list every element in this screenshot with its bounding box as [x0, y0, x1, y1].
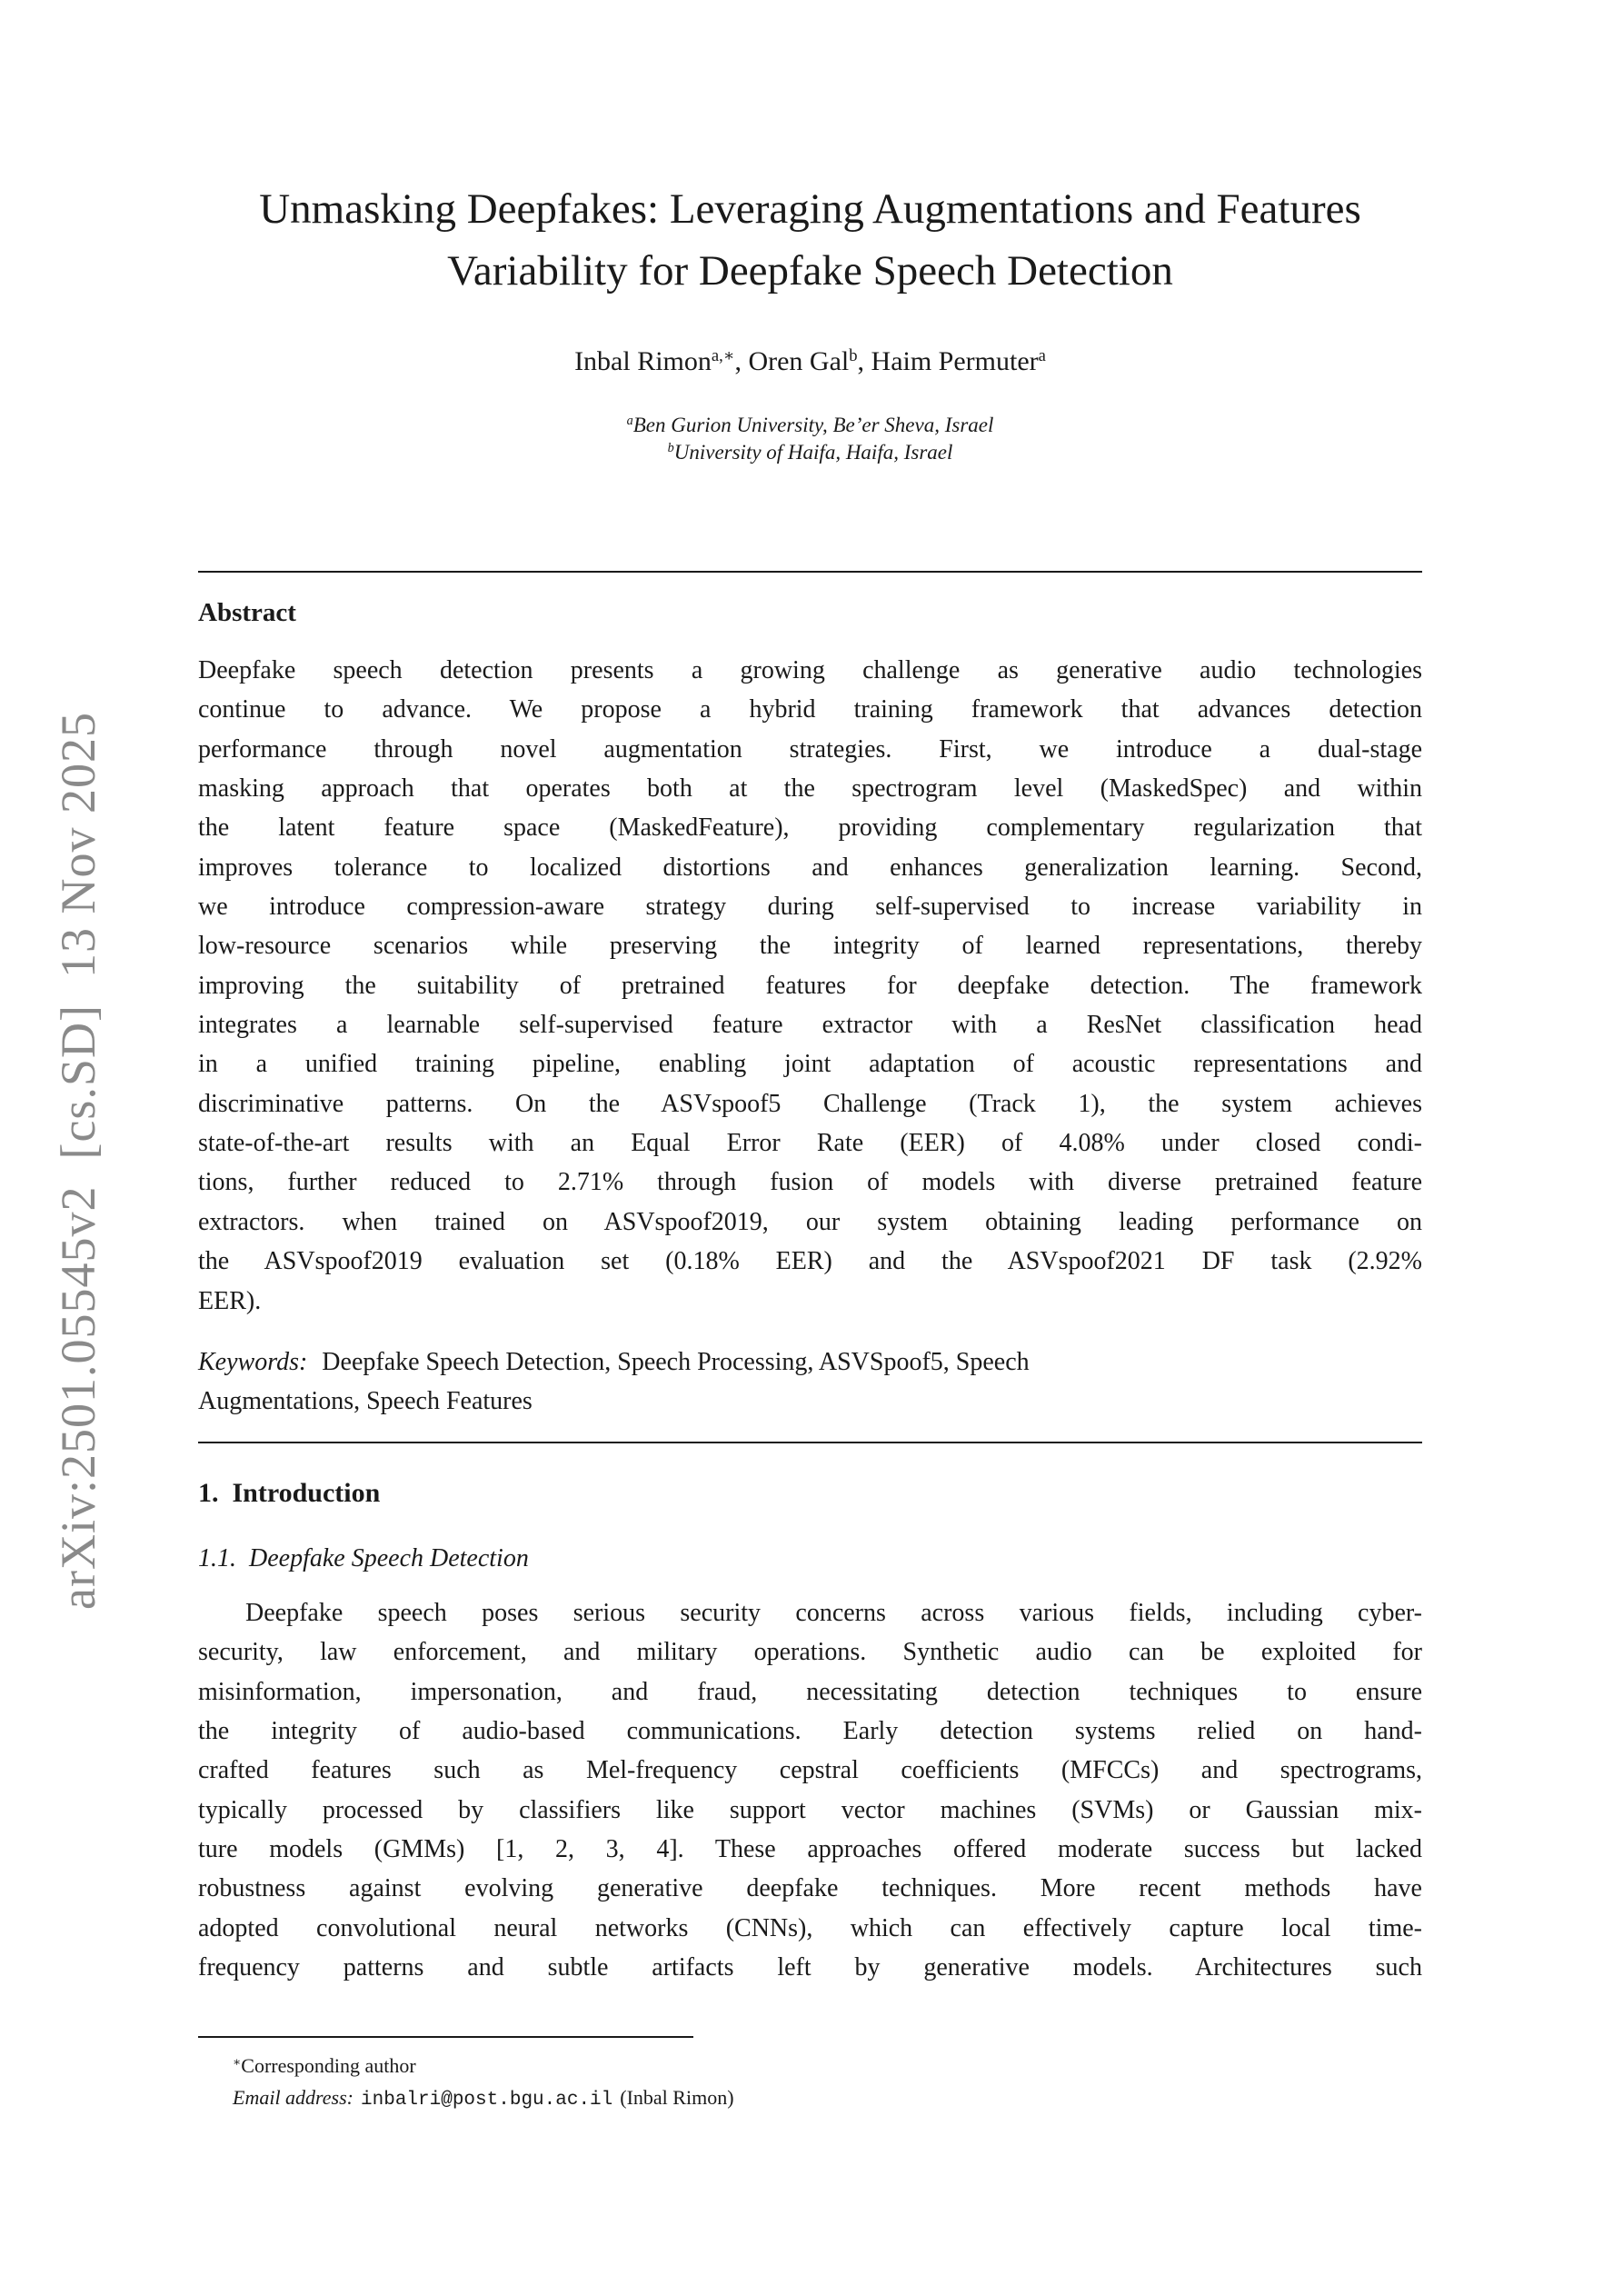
paper-title — [198, 178, 1422, 302]
paper-title-line1: Unmasking Deepfakes: Leveraging Augmentations and Features — [259, 185, 1361, 233]
author-name: , Oren Gal — [734, 346, 850, 376]
email-label: Email address: — [233, 2086, 354, 2109]
affiliation-text: Ben Gurion University, Be’er Sheva, Israel — [632, 414, 994, 436]
intro-line: the integrity of audio-based communications. Early detection systems relied on hand- — [198, 1717, 1422, 1746]
email-suffix: (Inbal Rimon) — [620, 2086, 734, 2109]
intro-line: frequency patterns and subtle artifacts left by generative models. Architectures such — [198, 1953, 1422, 1982]
keywords-block — [198, 1343, 1422, 1422]
abstract-line: state-of-the-art results with an Equal Error Rate (EER) of 4.08% under closed condi- — [198, 1129, 1422, 1158]
abstract-heading: Abstract — [198, 598, 296, 627]
affiliation-a — [198, 412, 1422, 439]
affiliation-superscript: b — [667, 441, 674, 456]
intro-line: robustness against evolving generative deepfake techniques. More recent methods have — [198, 1874, 1422, 1903]
abstract-body — [198, 651, 1422, 1321]
abstract-top-rule — [198, 571, 1422, 573]
email-address: inbalri@post.bgu.ac.il — [361, 2090, 613, 2111]
footnote-text: Corresponding author — [241, 2054, 416, 2077]
intro-line: adopted convolutional neural networks (CNNs), which can effectively capture local time- — [198, 1913, 1422, 1942]
keywords-label: Keywords: — [198, 1348, 308, 1376]
keywords-bottom-rule — [198, 1442, 1422, 1443]
author-superscript: a,∗ — [711, 345, 735, 365]
keywords-text: Deepfake Speech Detection, Speech Processing, ASVSpoof5, Speech — [322, 1348, 1030, 1376]
footnote-rule — [198, 2036, 693, 2038]
affiliation-superscript: a — [626, 414, 633, 429]
intro-line: typically processed by classifiers like support vector machines (SVMs) or Gaussian mix- — [198, 1795, 1422, 1824]
abstract-line: extractors. when trained on ASVspoof2019, our system obtaining leading performance on — [198, 1207, 1422, 1236]
section-heading-introduction: 1. Introduction — [198, 1478, 381, 1508]
footnote-marker: ∗ — [233, 2054, 242, 2069]
footnote-block — [198, 2050, 1422, 2113]
abstract-line: the latent feature space (MaskedFeature), providing complementary regularization that — [198, 814, 1422, 843]
affiliation-b — [198, 439, 1422, 466]
intro-line: Deepfake speech poses serious security concerns across various fields, including cyber- — [245, 1599, 1422, 1627]
abstract-line: we introduce compression-aware strategy during self-supervised to increase variability in — [198, 893, 1422, 922]
abstract-line: tions, further reduced to 2.71% through fusion of models with diverse pretrained feature — [198, 1168, 1422, 1197]
intro-line: security, law enforcement, and military operations. Synthetic audio can be exploited for — [198, 1638, 1422, 1667]
footnote-corresponding-author — [198, 2050, 1422, 2081]
abstract-line: the ASVspoof2019 evaluation set (0.18% EER) and the ASVspoof2021 DF task (2.92% — [198, 1247, 1422, 1276]
footnote-email — [198, 2081, 1422, 2113]
author-superscript: b — [849, 345, 858, 365]
paper-title-line2: Variability for Deepfake Speech Detection — [447, 247, 1173, 294]
affiliation-text: University of Haifa, Haifa, Israel — [673, 441, 953, 464]
abstract-line: in a unified training pipeline, enabling joint adaptation of acoustic representations and — [198, 1050, 1422, 1079]
abstract-line: discriminative patterns. On the ASVspoof5 Challenge (Track 1), the system achieves — [198, 1089, 1422, 1118]
abstract-line: EER). — [198, 1286, 262, 1315]
author-name: Inbal Rimon — [574, 346, 712, 376]
abstract-line: integrates a learnable self-supervised feature extractor with a ResNet classification head — [198, 1011, 1422, 1040]
intro-paragraph — [198, 1593, 1422, 1987]
intro-line: misinformation, impersonation, and fraud, necessitating detection techniques to ensure — [198, 1677, 1422, 1706]
intro-line: crafted features such as Mel-frequency cepstral coefficients (MFCCs) and spectrograms, — [198, 1756, 1422, 1785]
affiliations-block — [198, 412, 1422, 466]
author-name: , Haim Permuter — [857, 346, 1039, 376]
abstract-line: improving the suitability of pretrained features for deepfake detection. The framework — [198, 971, 1422, 1000]
keywords-line — [198, 1343, 1422, 1382]
abstract-line: continue to advance. We propose a hybrid training framework that advances detection — [198, 695, 1422, 724]
abstract-line: improves tolerance to localized distortions and enhances generalization learning. Second, — [198, 853, 1422, 882]
abstract-line: Deepfake speech detection presents a growing challenge as generative audio technologies — [198, 656, 1422, 684]
author-superscript: a — [1038, 345, 1046, 365]
arxiv-watermark: arXiv:2501.05545v2 [cs.SD] 13 Nov 2025 — [51, 712, 105, 1610]
keywords-line: Augmentations, Speech Features — [198, 1387, 533, 1416]
abstract-line: low-resource scenarios while preserving the integrity of learned representations, thereby — [198, 932, 1422, 961]
authors-line — [198, 344, 1422, 380]
abstract-line: masking approach that operates both at the spectrogram level (MaskedSpec) and within — [198, 774, 1422, 804]
intro-line: ture models (GMMs) [1, 2, 3, 4]. These approaches offered moderate success but lacked — [198, 1835, 1422, 1864]
abstract-line: performance through novel augmentation strategies. First, we introduce a dual-stage — [198, 734, 1422, 764]
subsection-heading-deepfake-speech-detection: 1.1. Deepfake Speech Detection — [198, 1544, 529, 1572]
